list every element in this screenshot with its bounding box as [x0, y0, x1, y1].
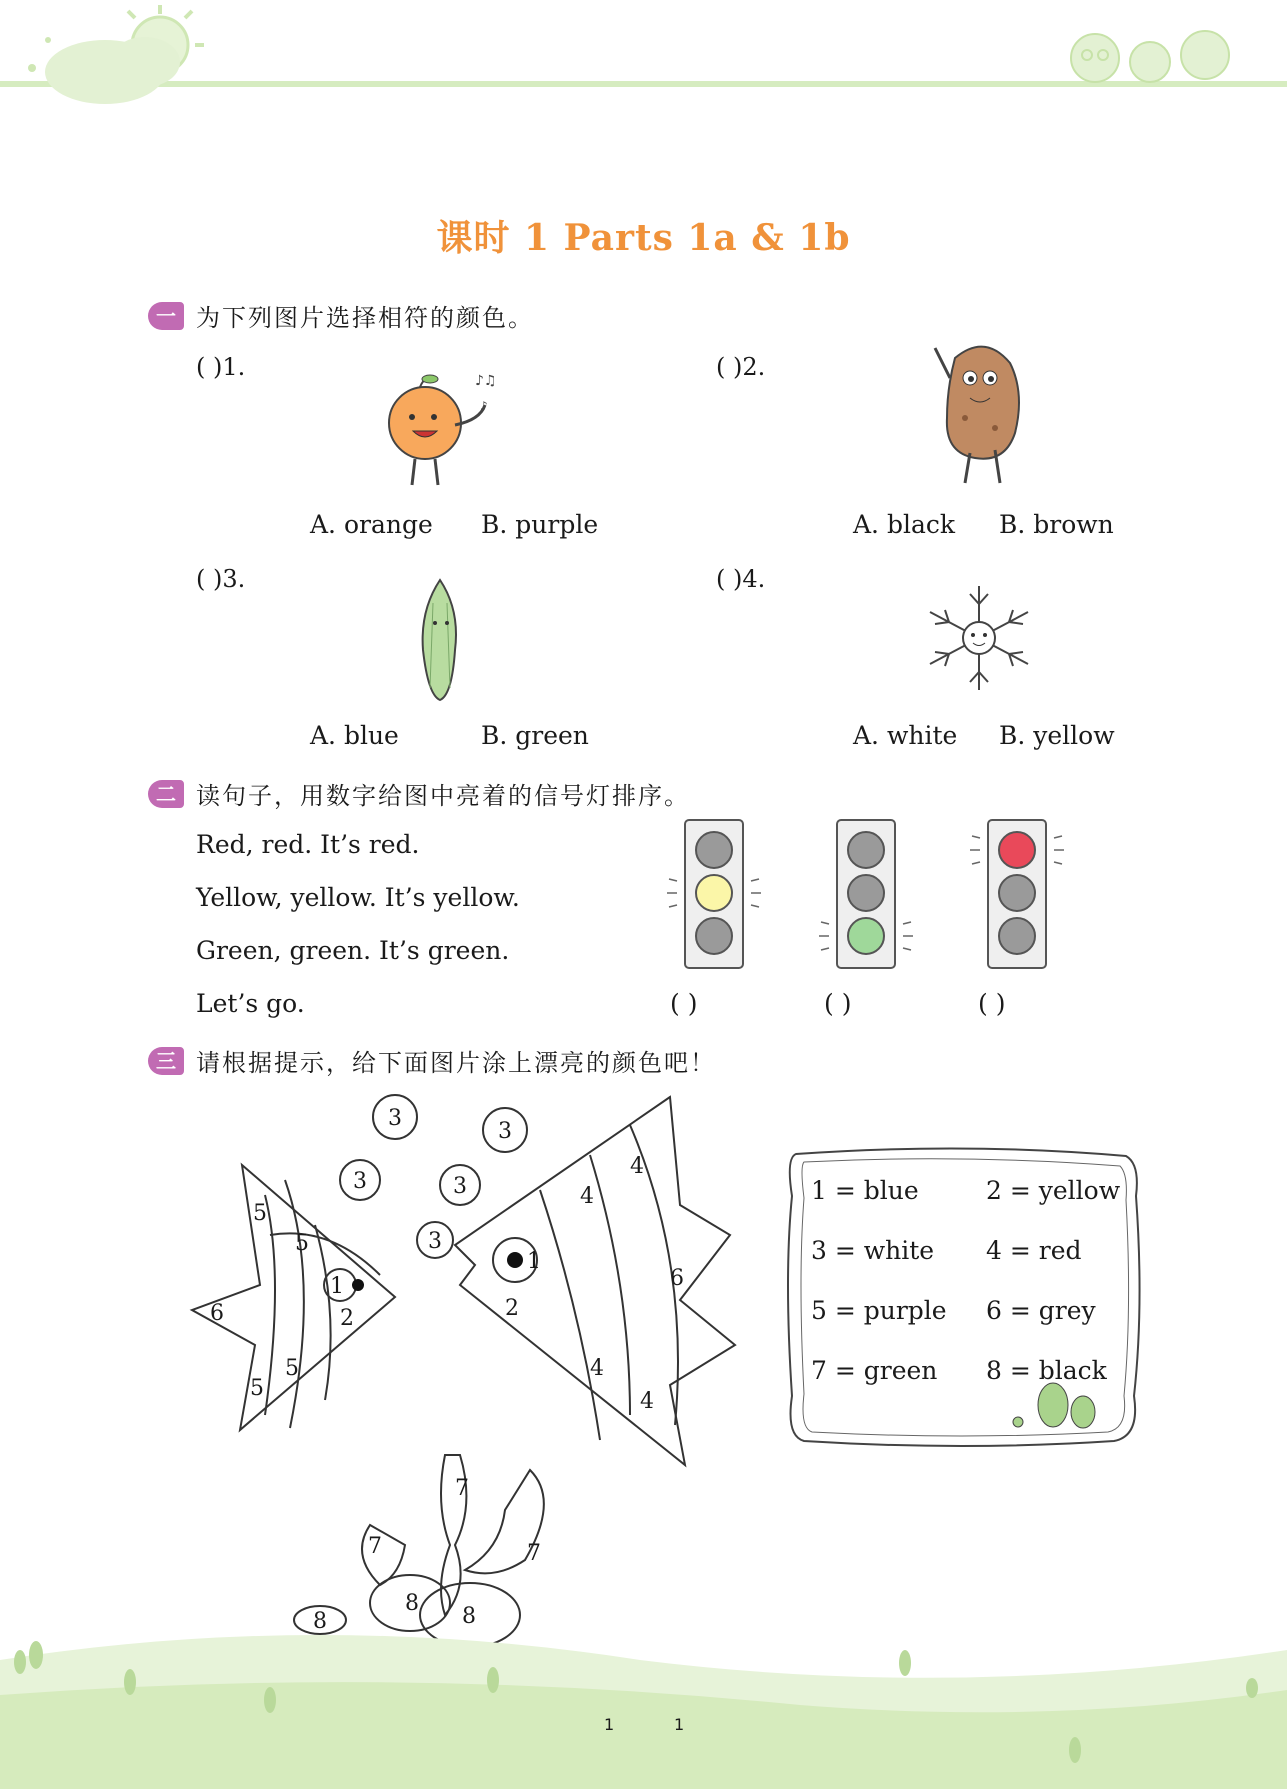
fish-number: 4	[640, 1389, 654, 1414]
page-number: 1	[604, 1715, 615, 1734]
option-b: B. yellow	[999, 721, 1115, 750]
answer-blank[interactable]: ( )	[978, 989, 1006, 1018]
section-instruction: 请根据提示，给下面图片涂上漂亮的颜色吧！	[196, 1049, 716, 1077]
sentence: Red, red. It’s red.	[196, 830, 420, 859]
sentence: Yellow, yellow. It’s yellow.	[196, 883, 520, 912]
legend-item: 7 = green	[811, 1356, 938, 1385]
fish-number: 1	[527, 1249, 541, 1274]
fish-number: 6	[670, 1266, 684, 1291]
fish-number: 4	[580, 1184, 594, 1209]
bubble-number: 3	[498, 1119, 512, 1144]
option-a: A. blue	[310, 721, 399, 750]
plant-number: 8	[462, 1604, 476, 1629]
option-a: A. orange	[310, 510, 433, 539]
plant-number: 8	[405, 1591, 419, 1616]
fish-number: 5	[295, 1231, 309, 1256]
fish-number: 5	[253, 1201, 267, 1226]
option-b: B. brown	[999, 510, 1114, 539]
cucumber-icon	[415, 578, 465, 703]
option-a: A. white	[853, 721, 958, 750]
bubble-number: 3	[388, 1106, 402, 1131]
section-badge: 一	[148, 302, 184, 330]
option-b: B. purple	[481, 510, 599, 539]
sun-cloud-icon	[28, 5, 204, 104]
sentence: Let’s go.	[196, 989, 305, 1018]
coloring-picture	[180, 1085, 760, 1655]
plant-number: 7	[527, 1541, 541, 1566]
orange-fruit-icon	[380, 365, 510, 495]
question-number: ( )4.	[716, 565, 766, 593]
fish-number: 2	[505, 1296, 519, 1321]
section-3-header	[148, 1043, 716, 1078]
legend-item: 4 = red	[986, 1236, 1082, 1265]
question-number: ( )1.	[196, 353, 246, 381]
plant-number: 7	[455, 1476, 469, 1501]
section-instruction: 为下列图片选择相符的颜色。	[196, 304, 534, 332]
fish-number: 1	[330, 1274, 344, 1299]
page-title: 课时 1 Parts 1a & 1b	[436, 217, 851, 259]
answer-blank[interactable]: ( )	[824, 989, 852, 1018]
fish-number: 4	[630, 1154, 644, 1179]
option-b: B. green	[481, 721, 589, 750]
section-2-header	[148, 776, 690, 811]
bubble-number: 3	[428, 1229, 442, 1254]
section-badge: 三	[148, 1047, 184, 1075]
snowflake-icon	[920, 582, 1038, 694]
traffic-light-icon	[665, 815, 765, 975]
svg-text:♪♫: ♪♫	[475, 373, 497, 389]
potato-icon	[925, 338, 1035, 493]
svg-text:♪: ♪	[480, 399, 488, 413]
fish-number: 2	[340, 1306, 354, 1331]
plant-number: 8	[313, 1609, 327, 1634]
section-instruction: 读句子，用数字给图中亮着的信号灯排序。	[196, 782, 690, 810]
option-a: A. black	[853, 510, 956, 539]
question-number: ( )2.	[716, 353, 766, 381]
legend-item: 2 = yellow	[986, 1176, 1121, 1205]
fish-number: 6	[210, 1301, 224, 1326]
page-number: 1	[674, 1715, 685, 1734]
plant-number: 7	[368, 1534, 382, 1559]
footer-grass-decoration	[0, 1600, 1287, 1789]
animal-faces-icon	[1071, 31, 1229, 82]
bubble-number: 3	[453, 1174, 467, 1199]
header-decoration	[0, 0, 1287, 120]
legend-item: 1 = blue	[811, 1176, 919, 1205]
fish-number: 4	[590, 1356, 604, 1381]
traffic-light-icon	[817, 815, 917, 975]
legend-item: 3 = white	[811, 1236, 935, 1265]
legend-item: 8 = black	[986, 1356, 1107, 1385]
fish-number: 5	[250, 1376, 264, 1401]
question-number: ( )3.	[196, 565, 246, 593]
legend-item: 5 = purple	[811, 1296, 947, 1325]
sentence: Green, green. It’s green.	[196, 936, 510, 965]
answer-blank[interactable]: ( )	[670, 989, 698, 1018]
traffic-light-icon	[968, 815, 1068, 975]
legend-item: 6 = grey	[986, 1296, 1096, 1325]
fish-number: 5	[285, 1356, 299, 1381]
bubble-number: 3	[353, 1169, 367, 1194]
section-1-header	[148, 298, 534, 333]
section-badge: 二	[148, 780, 184, 808]
